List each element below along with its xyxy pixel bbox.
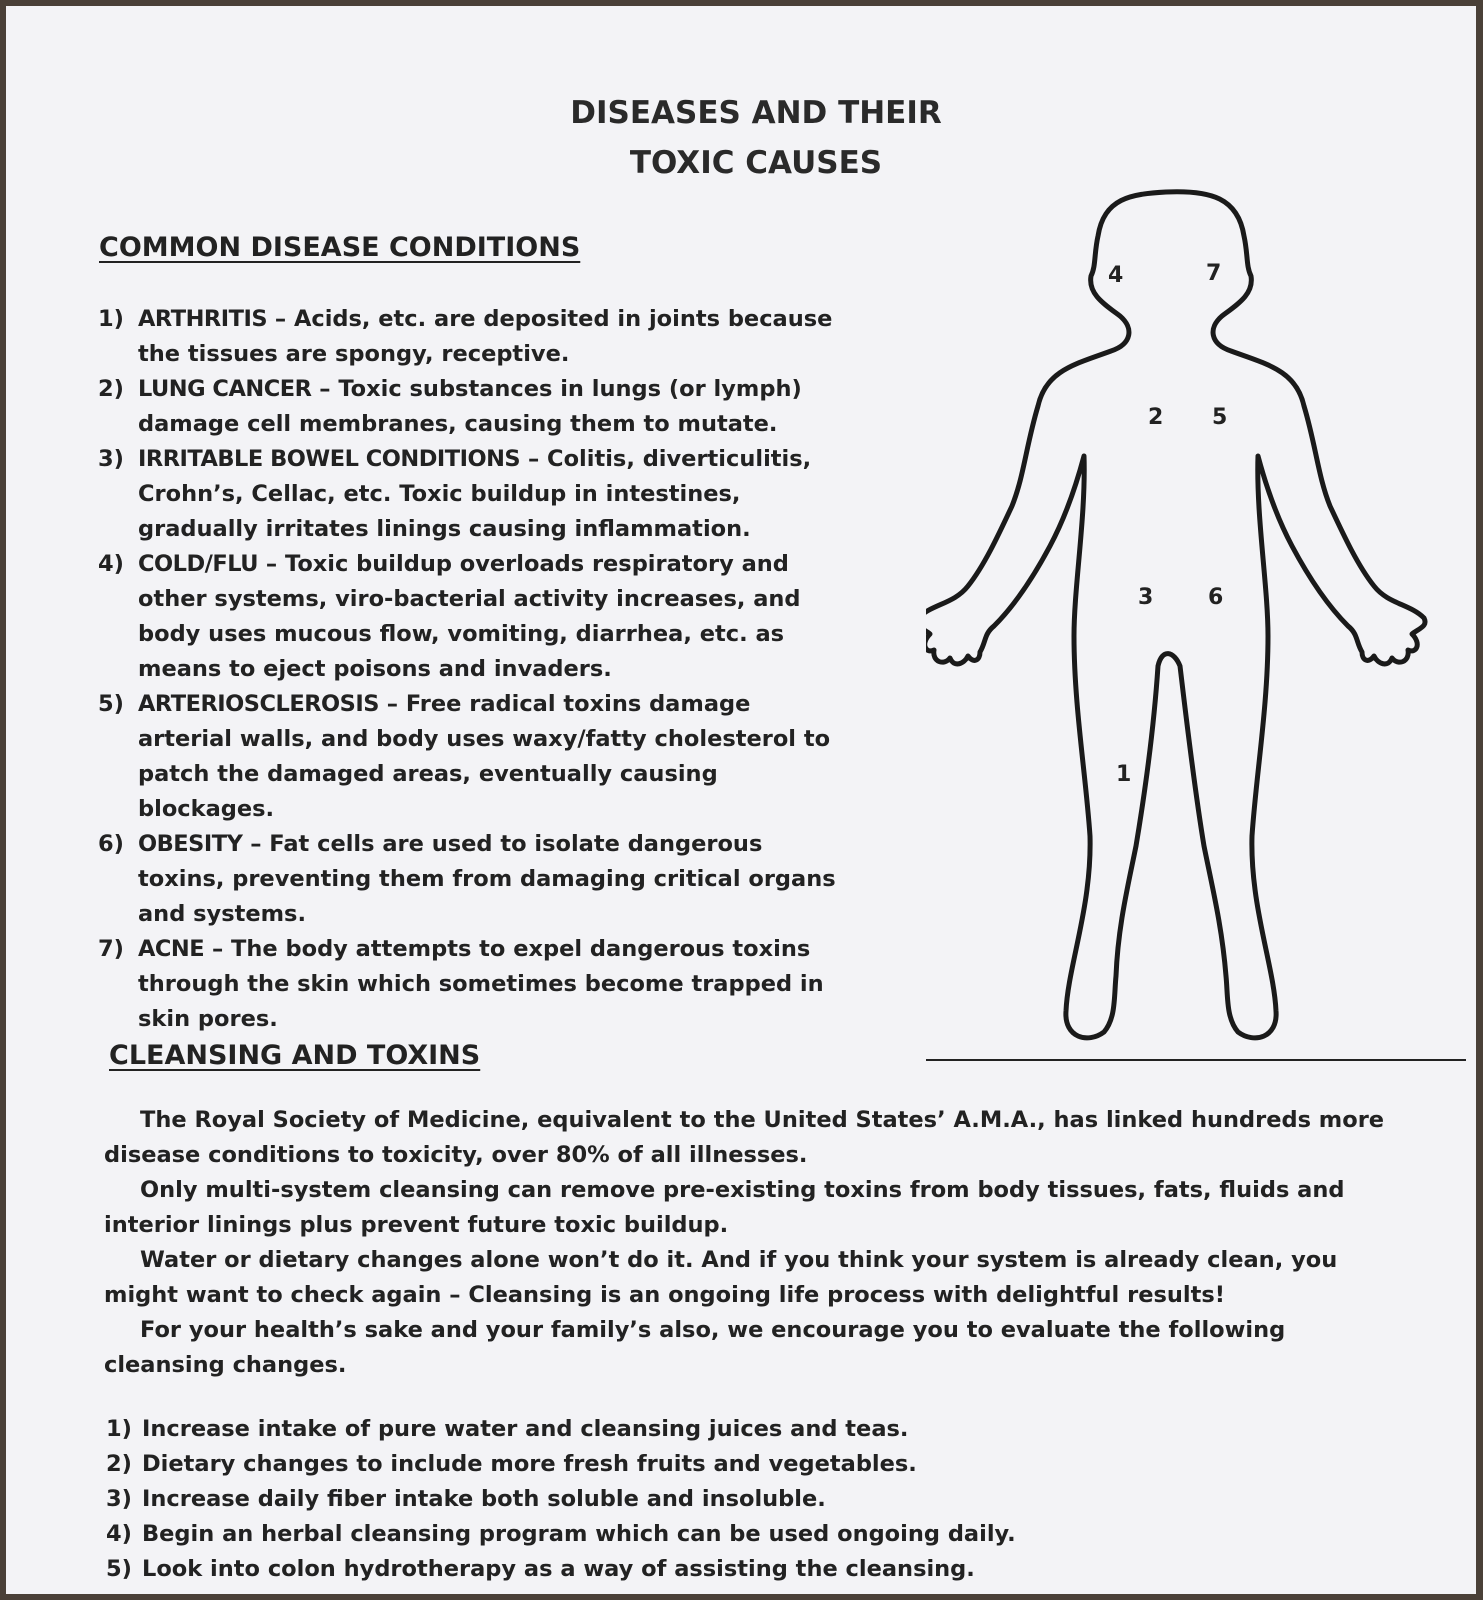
region-label-7: 7 <box>1206 261 1222 286</box>
paragraph: For your health’s sake and your family’s also, we encourage you to evaluate the following cleansing changes. <box>104 1317 1286 1378</box>
region-label-6: 6 <box>1208 585 1224 610</box>
disease-name: OBESITY <box>138 831 243 857</box>
recommendation-text: Dietary changes to include more fresh fruits and vegetables. <box>142 1451 917 1477</box>
item-number: 3) <box>106 1486 132 1512</box>
disease-description: – Toxic buildup overloads respiratory and other systems, viro-bacterial activity increases, and body uses mucous flow, vomiting, diarrhea, etc. as means to eject poisons and invaders. <box>138 551 801 682</box>
body-outline-svg <box>926 186 1466 1066</box>
region-label-3: 3 <box>1138 585 1154 610</box>
item-number: 2) <box>98 376 124 402</box>
list-item <box>98 687 838 827</box>
disease-name: COLD/FLU <box>138 551 259 577</box>
recommendation-text: Increase daily fiber intake both soluble and insoluble. <box>142 1486 826 1512</box>
recommendation-list <box>106 1412 1206 1587</box>
paragraph: Only multi-system cleansing can remove pre-existing toxins from body tissues, fats, fluids and interior linings plus prevent future toxic buildup. <box>104 1177 1345 1238</box>
paragraph: Water or dietary changes alone won’t do it. And if you think your system is already clean, you might want to check again – Cleansing is an ongoing life process with delightful results! <box>104 1247 1338 1308</box>
list-item <box>98 442 838 547</box>
list-item <box>98 932 838 1037</box>
human-outline <box>926 192 1425 1038</box>
title-line-1: DISEASES AND THEIR <box>570 95 942 131</box>
item-number: 1) <box>106 1416 132 1442</box>
disease-name: LUNG CANCER <box>138 376 312 402</box>
page-title <box>6 88 1483 188</box>
region-label-1: 1 <box>1116 762 1132 787</box>
disease-description: – Fat cells are used to isolate dangerous toxins, preventing them from damaging critical organs and systems. <box>138 831 836 927</box>
disease-description: – Acids, etc. are deposited in joints because the tissues are spongy, receptive. <box>138 306 833 367</box>
region-label-5: 5 <box>1212 405 1228 430</box>
recommendation-text: Look into colon hydrotherapy as a way of assisting the cleansing. <box>142 1556 975 1582</box>
item-number: 5) <box>106 1556 132 1582</box>
cleansing-heading: CLEANSING AND TOXINS <box>109 1040 481 1071</box>
list-item <box>98 302 838 372</box>
item-number: 4) <box>106 1521 132 1547</box>
list-item <box>106 1412 1206 1447</box>
list-item <box>98 372 838 442</box>
disease-description: – Colitis, diverticulitis, Crohn’s, Cellac, etc. Toxic buildup in intestines, gradually irritates linings causing inflammation. <box>138 446 812 542</box>
recommendation-text: Increase intake of pure water and cleansing juices and teas. <box>142 1416 909 1442</box>
item-number: 3) <box>98 446 124 472</box>
disease-name: ARTHRITIS <box>138 306 268 332</box>
paragraph: The Royal Society of Medicine, equivalent to the United States’ A.M.A., has linked hundreds more disease conditions to toxicity, over 80% of all illnesses. <box>104 1107 1385 1168</box>
disease-name: ACNE <box>138 936 205 962</box>
disease-name: IRRITABLE BOWEL CONDITIONS <box>138 446 521 472</box>
cleansing-paragraphs <box>104 1103 1394 1383</box>
recommendation-text: Begin an herbal cleansing program which can be used ongoing daily. <box>142 1521 1016 1547</box>
disease-description: – The body attempts to expel dangerous toxins through the skin which sometimes become trapped in skin pores. <box>138 936 824 1032</box>
document-page <box>6 6 1476 1594</box>
list-item <box>98 827 838 932</box>
item-number: 7) <box>98 936 124 962</box>
region-label-4: 4 <box>1108 263 1124 288</box>
list-item <box>106 1552 1206 1587</box>
body-outline-figure <box>926 186 1466 1066</box>
item-number: 6) <box>98 831 124 857</box>
item-number: 2) <box>106 1451 132 1477</box>
disease-description: – Free radical toxins damage arterial walls, and body uses waxy/fatty cholesterol to patch the damaged areas, eventually causing blockages. <box>138 691 831 822</box>
item-number: 1) <box>98 306 124 332</box>
disease-description: – Toxic substances in lungs (or lymph) damage cell membranes, causing them to mutate. <box>138 376 802 437</box>
list-item <box>106 1447 1206 1482</box>
title-line-2: TOXIC CAUSES <box>629 145 883 181</box>
region-label-2: 2 <box>1148 405 1164 430</box>
list-item <box>106 1482 1206 1517</box>
disease-name: ARTERIOSCLEROSIS <box>138 691 379 717</box>
common-disease-heading: COMMON DISEASE CONDITIONS <box>99 232 581 263</box>
item-number: 5) <box>98 691 124 717</box>
list-item <box>106 1517 1206 1552</box>
disease-list <box>98 302 838 1037</box>
list-item <box>98 547 838 687</box>
item-number: 4) <box>98 551 124 577</box>
